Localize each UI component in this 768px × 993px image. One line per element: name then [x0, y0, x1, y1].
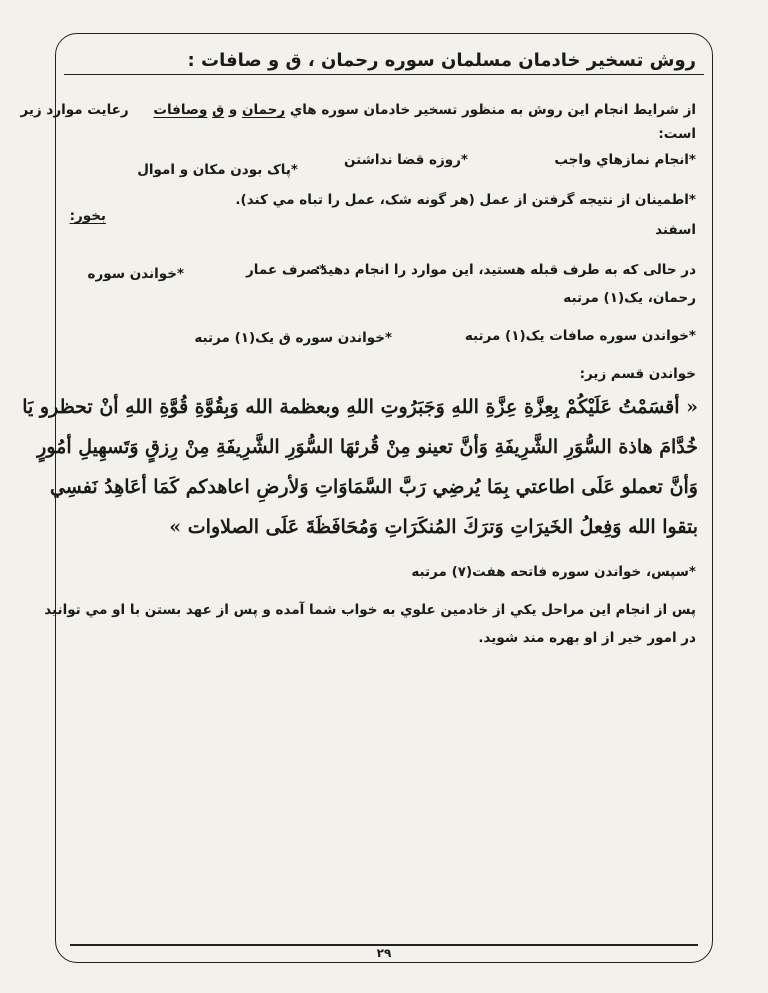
surah-qaf: ق: [212, 102, 225, 118]
surah-saffat: وصافات: [153, 102, 208, 118]
title-rule: [64, 74, 704, 75]
oath-line-1: « أقسَمْتُ عَلَيْكُمْ بِعِزَّةِ عِزَّةِ اللهِ وَجَبَرُوتِ اللهِ وبعظمة الله وَبِقُوَّةِ قُوَّةِ اللهِ أنْ تحظرو يَا: [22, 396, 698, 418]
closing-line-1: پس از انجام اين مراحل يکي از خادمين علوي به خواب شما آمده و پس از عهد بستن با او مي توانيد: [44, 602, 696, 618]
oath-intro: خواندن قسم زير:: [579, 366, 696, 382]
step-rahman-once: رحمان، يک(۱) مرتبه: [563, 290, 696, 306]
oath-line-4: بتقوا الله وَفِعلُ الخَيرَاتِ وَترَكَ المُنكَرَاتِ وَمُحَافَظَةَ عَلَى الصلاوات »: [169, 516, 698, 538]
page-title: روش تسخير خادمان مسلمان سوره رحمان ، ق و صافات :: [187, 50, 696, 71]
intro-and: و: [228, 102, 238, 118]
surah-rahman: رحمان: [241, 102, 286, 118]
step-sarf: *صرف عمار: [246, 262, 326, 278]
step-fatiha: *سپس، خواندن سوره فاتحه هفت(۷) مرتبه: [411, 564, 696, 580]
step-read-surah: *خواندن سوره: [87, 266, 184, 282]
condition-certainty: *اطمينان از نتيجه گرفتن از عمل (هر گونه شک، عمل را تباه مي کند).: [235, 192, 696, 208]
oath-line-3: وَأنَّ تعملو عَلَى اطاعتي بِمَا يُرضِي رَبَّ السَّمَاوَاتِ وَلأرضِ اعاهدكم كَمَا أعَاهِدُ نَفسِي: [49, 476, 698, 498]
condition-fasting: *روزه قضا نداشتن: [343, 152, 468, 168]
intro-observe: رعايت موارد زير: [20, 102, 129, 118]
intro-line-2: است:: [658, 126, 696, 142]
incense-heading: بخور:: [69, 208, 106, 224]
oath-line-2: خُدَّامَ هاذة السُّوَرِ الشَّرِيفَةِ وَأنَّ تعينو مِنْ قُرئهَا السُّوَرِ الشَّرِيفَةِ مِنْ رِزقٍ وَتَسهِيلِ أمُورٍ: [37, 436, 698, 458]
step-saffat-once: *خواندن سوره صافات يک(۱) مرتبه: [464, 328, 696, 344]
qibla-instruction: در حالی که به طرف قبله هستيد، اين موارد را انجام دهيد:: [315, 262, 696, 278]
incense-esfand: اسفند: [655, 222, 696, 238]
intro-text: از شرايط انجام اين روش به منظور تسخير خادمان سوره هاي: [289, 102, 696, 118]
step-qaf-once: *خواندن سوره ق يک(۱) مرتبه: [194, 330, 392, 346]
closing-line-2: در امور خير از او بهره مند شويد.: [478, 630, 696, 646]
condition-clean: *پاک بودن مکان و اموال: [137, 162, 298, 178]
condition-prayers: *انجام نمازهاي واجب: [554, 152, 696, 168]
page-number: ۲۹: [376, 946, 392, 960]
intro-line-1: [20, 102, 696, 118]
